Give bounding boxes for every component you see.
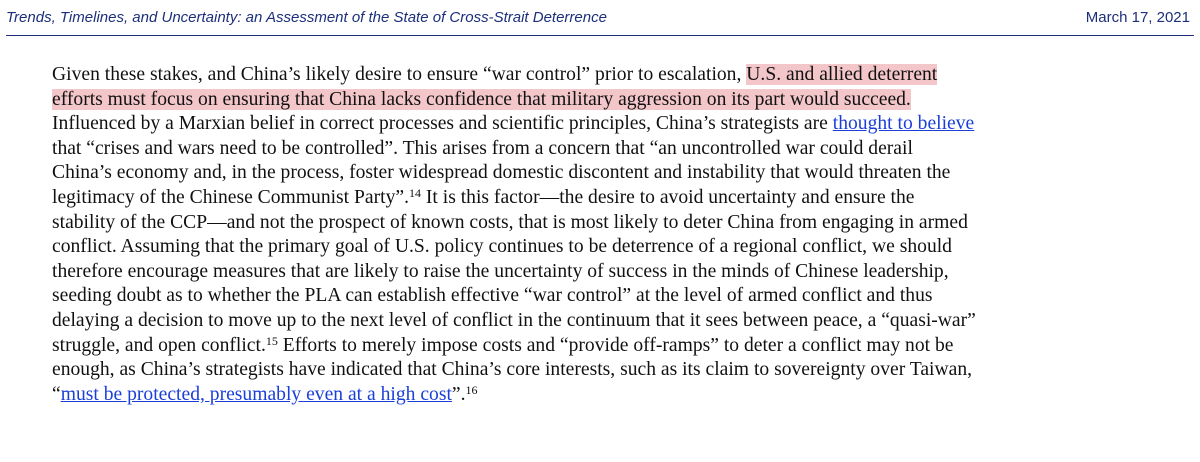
footnote-marker: 14: [408, 185, 421, 200]
text-segment: ”.: [451, 383, 466, 405]
text-line: [52, 112, 1198, 137]
text-line: [52, 88, 1198, 113]
text-segment: Efforts to merely impose costs and “provide off-ramps” to deter a conflict may not be: [277, 334, 954, 356]
text-segment: Influenced by a Marxian belief in correct processes and scientific principles, China’s strategists are: [52, 113, 833, 135]
text-line: enough, as China’s strategists have indicated that China’s core interests, such as its claim to sovereignty over Taiwan,: [52, 359, 973, 381]
page-header: [6, 0, 1194, 36]
footnote-marker: 15: [265, 333, 278, 348]
high-cost-link[interactable]: must be protected, presumably even at a high cost: [60, 383, 452, 405]
document-date: March 17, 2021: [1085, 9, 1190, 26]
document-title: Trends, Timelines, and Uncertainty: an Assessment of the State of Cross-Strait Deterrence: [6, 9, 607, 26]
text-segment: struggle, and open conflict.: [52, 334, 266, 356]
highlighted-text: efforts must focus on ensuring that China lacks confidence that military aggression on its part would succeed.: [52, 88, 911, 110]
highlighted-text: U.S. and allied deterrent: [746, 64, 938, 85]
text-line: China’s economy and, in the process, foster widespread domestic discontent and instability that would threaten the: [52, 162, 951, 184]
text-line: stability of the CCP—and not the prospect of known costs, that is most likely to deter China from engaging in armed: [52, 211, 968, 233]
text-segment: legitimacy of the Chinese Communist Party”.: [52, 186, 409, 208]
text-line: therefore encourage measures that are likely to raise the uncertainty of success in the minds of Chinese leadership,: [52, 260, 949, 282]
text-line: [52, 63, 1198, 88]
text-segment: Given these stakes, and China’s likely desire to ensure “war control” prior to escalation,: [52, 64, 747, 85]
text-line: conflict. Assuming that the primary goal of U.S. policy continues to be deterrence of a regional conflict, we should: [52, 236, 952, 258]
text-line: seeding doubt as to whether the PLA can establish effective “war control” at the level of armed conflict and thus: [52, 285, 933, 307]
footnote-marker: 16: [465, 382, 478, 397]
text-line: that “crises and wars need to be controlled”. This arises from a concern that “an uncontrolled war could derail: [52, 137, 913, 159]
text-line: [52, 383, 1198, 408]
text-line: [52, 186, 1198, 211]
thought-to-believe-link[interactable]: thought to believe: [832, 113, 975, 135]
body-paragraph: [52, 63, 1198, 407]
text-segment: “: [52, 383, 61, 405]
text-line: delaying a decision to move up to the next level of conflict in the continuum that it sees between peace, a “quasi-war”: [52, 309, 976, 331]
text-line: [52, 334, 1198, 359]
text-segment: It is this factor—the desire to avoid uncertainty and ensure the: [420, 186, 915, 208]
